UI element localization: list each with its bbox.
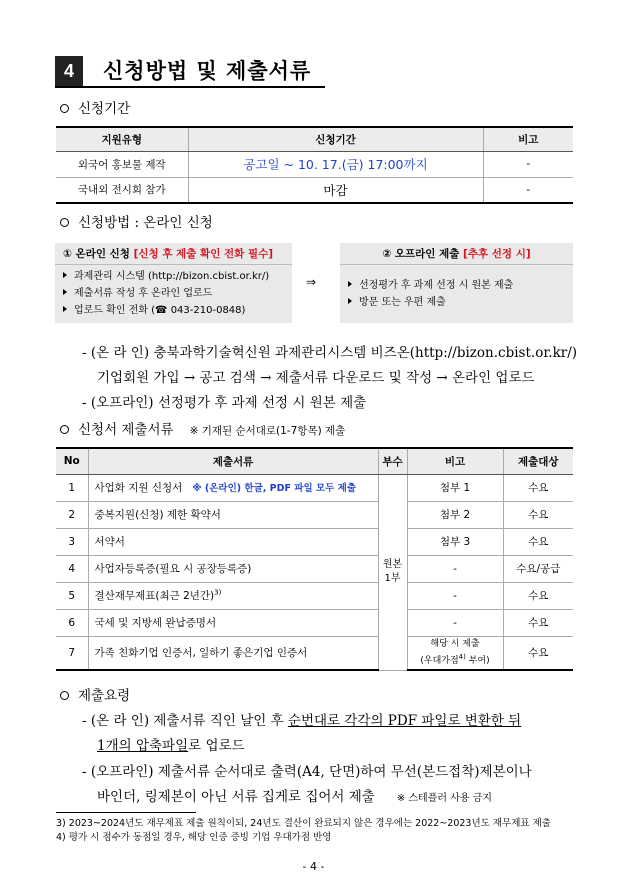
cell-note: 첨부 3 [407,528,503,555]
cell-note: - [483,177,573,203]
cell-target: 수요 [503,528,573,555]
cell-no: 6 [56,609,88,636]
col-header-period: 신청기간 [188,127,483,151]
cell-note: 첨부 1 [407,474,503,501]
circle-bullet-icon [60,104,69,113]
cell-no: 1 [56,474,88,501]
cell-note: 해당 시 제출 (우대가점$^{4)}$ 부여) [407,636,503,670]
table-row [56,609,573,636]
cell-target: 수요 [503,636,573,670]
cell-note: 첨부 2 [407,501,503,528]
triangle-bullet-icon [63,272,67,278]
method-line: - (오프라인) 선정평가 후 과제 선정 시 원본 제출 [82,395,367,411]
cell-no: 2 [56,501,88,528]
cell-period: 공고일 ~ 10. 17.(금) 17:00까지 [188,151,483,177]
online-box-note: [신청 후 제출 확인 전화 필수] [133,248,274,260]
footnote: 3) 2023~2024년도 재무제표 제출 원칙이되, 24년도 결산이 완료되지 않은 경우에는 2022~2023년도 재무제표 제출 [56,818,551,829]
cell-target: 수요 [503,609,573,636]
right-arrow-icon: ⇒ [306,275,317,289]
cell-no: 4 [56,555,88,582]
cell-document: 사업화 지원 신청서 ※ (온라인) 한글, PDF 파일 모두 제출 [88,474,378,501]
submission-line: - (오프라인) 제출서류 순서대로 출력(A4, 단면)하여 무선(본드접착)제본이나 [82,764,532,780]
offline-box-title: ② 오프라인 제출 [추후 선정 시] [340,243,573,265]
cell-period: 마감 [188,177,483,203]
section-title: 신청방법 및 제출서류 [103,59,312,83]
list-item: 방문 또는 우편 제출 [348,294,565,311]
cell-note: - [407,609,503,636]
cell-no: 3 [56,528,88,555]
cell-type: 외국어 홍보물 제작 [56,151,188,177]
footnote-ref: 3) [214,588,222,597]
col-header-copies: 부수 [378,448,407,474]
method-heading: 신청방법 : 온라인 신청 [60,214,213,232]
cell-note: - [407,582,503,609]
cell-target: 수요 [503,501,573,528]
table-row [56,555,573,582]
page-number: - 4 - [302,860,325,873]
cell-document: 서약서 [88,528,378,555]
list-item: 과제관리 시스템 (http://bizon.cbist.or.kr/) [63,268,284,285]
submission-note: ※ 스테플러 사용 금지 [396,793,493,804]
col-header-type: 지원유형 [56,127,188,151]
list-item: 업로드 확인 전화 (☎ 043-210-0848) [63,302,284,319]
triangle-bullet-icon [63,289,67,295]
list-item: 선정평가 후 과제 선정 시 원본 제출 [348,277,565,294]
table-row [56,528,573,555]
triangle-bullet-icon [348,298,352,304]
cell-note: - [483,151,573,177]
offline-box-items [340,265,573,314]
footnote-divider [56,812,196,813]
cell-note: - [407,555,503,582]
triangle-bullet-icon [63,306,67,312]
circle-bullet-icon [60,218,69,227]
online-box-items [55,265,292,322]
cell-document: 결산재무제표(최근 2년간)$^{3)}$ [88,582,378,609]
section-header [55,56,325,88]
table-row [56,636,573,670]
cell-document: 가족 친화기업 인증서, 일하기 좋은기업 인증서 [88,636,378,670]
cell-no: 5 [56,582,88,609]
submission-heading: 제출요령 [60,687,130,705]
col-header-note: 비고 [483,127,573,151]
cell-document: 중복지원(신청) 제한 확약서 [88,501,378,528]
table-row [56,582,573,609]
col-header-no: No [56,448,88,474]
submission-line: 1개의 압축파일로 업로드 [97,738,245,754]
section-number: 4 [55,56,83,86]
table-row [56,151,573,177]
cell-document-note: ※ (온라인) 한글, PDF 파일 모두 제출 [192,483,357,494]
cell-target: 수요 [503,474,573,501]
cell-target: 수요 [503,582,573,609]
submission-line: 바인더, 링제본이 아닌 서류 집게로 집어서 제출 ※ 스테플러 사용 금지 [97,789,493,805]
triangle-bullet-icon [348,281,352,287]
online-box-title: ① 온라인 신청 [신청 후 제출 확인 전화 필수] [55,243,292,265]
footnote-ref: 4) [458,652,466,661]
cell-type: 국내외 전시회 참가 [56,177,188,203]
cell-document: 국세 및 지방세 완납증명서 [88,609,378,636]
table-header-row [56,448,573,474]
cell-no: 7 [56,636,88,670]
circle-bullet-icon [60,691,69,700]
table-row [56,177,573,203]
period-heading: 신청기간 [60,100,130,118]
online-box [55,243,292,323]
documents-heading-note: ※ 기재된 순서대로(1-7항목) 제출 [189,425,346,437]
documents-heading: 신청서 제출서류 ※ 기재된 순서대로(1-7항목) 제출 [60,421,345,440]
circle-bullet-icon [60,425,69,434]
table-row [56,474,573,501]
offline-box [340,243,573,323]
method-line: 기업회원 가입 → 공고 검색 → 제출서류 다운로드 및 작성 → 온라인 업로드 [97,370,535,386]
documents-table [56,447,573,671]
cell-target: 수요/공급 [503,555,573,582]
col-header-target: 제출대상 [503,448,573,474]
col-header-note: 비고 [407,448,503,474]
cell-document: 사업자등록증(필요 시 공장등록증) [88,555,378,582]
period-table [56,126,573,204]
list-item: 제출서류 작성 후 온라인 업로드 [63,285,284,302]
submission-line: - (온 라 인) 제출서류 직인 날인 후 순번대로 각각의 PDF 파일로 변환한 뒤 [82,713,522,729]
offline-box-note: [추후 선정 시] [463,248,531,260]
method-line: - (온 라 인) 충북과학기술혁신원 과제관리시스템 비즈온(http://bizon.cbist.or.kr/) [82,345,578,361]
cell-copies: 원본 1부 [378,474,407,670]
footnote: 4) 평가 시 점수가 동점일 경우, 해당 인증 증빙 기업 우대가점 반영 [56,832,332,843]
table-row [56,501,573,528]
col-header-document: 제출서류 [88,448,378,474]
table-header-row [56,127,573,151]
